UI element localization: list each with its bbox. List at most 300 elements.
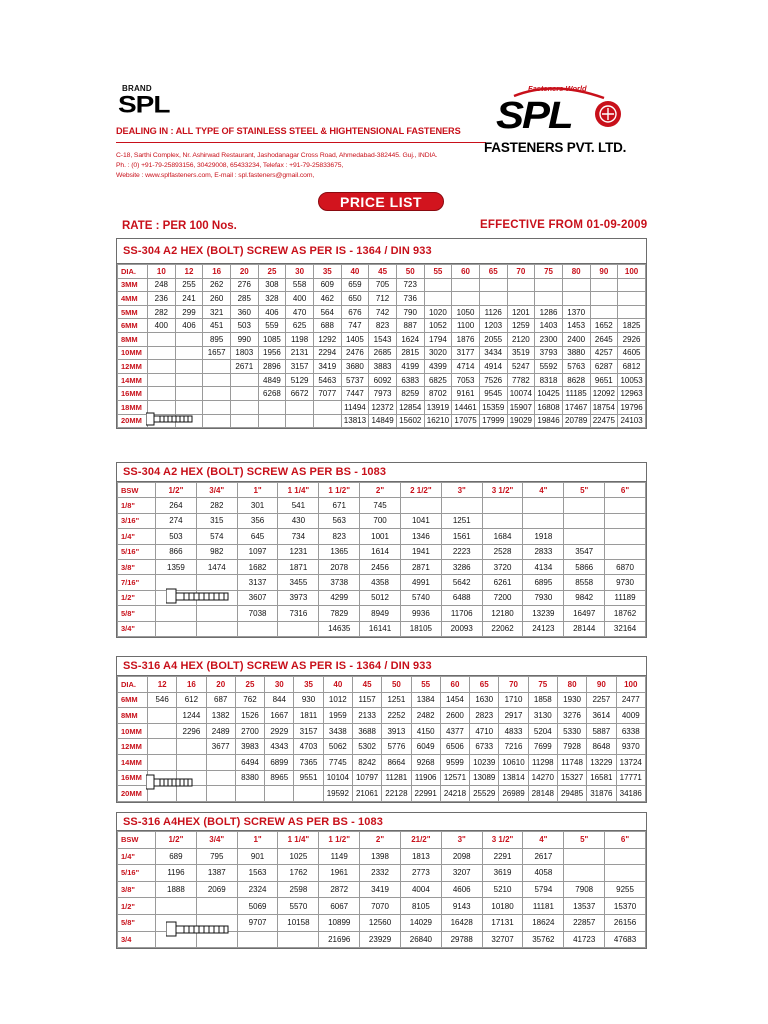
column-header: 35 bbox=[294, 677, 323, 693]
price-cell: 2324 bbox=[237, 881, 278, 898]
price-cell: 5210 bbox=[482, 881, 523, 898]
column-header: 70 bbox=[499, 677, 528, 693]
column-header: 50 bbox=[382, 677, 411, 693]
price-cell: 8318 bbox=[535, 373, 563, 387]
price-cell: 503 bbox=[156, 529, 197, 544]
price-cell bbox=[203, 387, 231, 401]
price-cell: 12560 bbox=[360, 914, 401, 931]
price-cell: 4703 bbox=[294, 739, 323, 755]
price-cell: 2685 bbox=[369, 346, 397, 360]
price-cell: 2871 bbox=[400, 559, 441, 574]
price-cell bbox=[177, 739, 206, 755]
price-cell bbox=[148, 346, 176, 360]
price-cell bbox=[618, 292, 646, 306]
price-cell: 2055 bbox=[479, 332, 507, 346]
price-cell: 21696 bbox=[319, 931, 360, 948]
price-cell: 32164 bbox=[605, 621, 646, 636]
price-cell: 558 bbox=[286, 278, 314, 292]
price-cell: 19796 bbox=[618, 400, 646, 414]
price-cell: 15602 bbox=[396, 414, 424, 428]
column-header: 100 bbox=[618, 265, 646, 279]
price-cell: 282 bbox=[196, 498, 237, 513]
price-cell: 24218 bbox=[440, 786, 469, 802]
price-cell: 4710 bbox=[470, 723, 499, 739]
price-cell: 7053 bbox=[452, 373, 480, 387]
price-cell: 6506 bbox=[440, 739, 469, 755]
price-cell: 3419 bbox=[360, 881, 401, 898]
price-cell bbox=[203, 414, 231, 428]
price-cell bbox=[605, 848, 646, 865]
column-header: 1 1/4" bbox=[278, 483, 319, 498]
price-cell bbox=[313, 400, 341, 414]
price-cell bbox=[203, 400, 231, 414]
price-cell: 7782 bbox=[507, 373, 535, 387]
column-header: 1" bbox=[237, 832, 278, 849]
price-cell: 248 bbox=[148, 278, 176, 292]
column-header: 90 bbox=[587, 677, 616, 693]
price-cell: 19846 bbox=[535, 414, 563, 428]
price-cell bbox=[564, 498, 605, 513]
price-cell: 1667 bbox=[265, 708, 294, 724]
price-cell bbox=[294, 786, 323, 802]
column-header: BSW bbox=[118, 483, 156, 498]
price-cell: 1941 bbox=[400, 544, 441, 559]
price-cell bbox=[564, 529, 605, 544]
table-header-row bbox=[118, 483, 646, 498]
price-cell: 2098 bbox=[441, 848, 482, 865]
price-cell: 6825 bbox=[424, 373, 452, 387]
price-cell bbox=[507, 278, 535, 292]
row-size-label: 4MM bbox=[118, 292, 148, 306]
price-cell: 3680 bbox=[341, 360, 369, 374]
price-cell: 7745 bbox=[323, 754, 352, 770]
table-row bbox=[118, 739, 646, 755]
price-cell: 14270 bbox=[528, 770, 557, 786]
price-cell: 2489 bbox=[206, 723, 235, 739]
price-cell: 13537 bbox=[564, 898, 605, 915]
price-cell: 1201 bbox=[507, 305, 535, 319]
column-header: 75 bbox=[535, 265, 563, 279]
price-cell: 11706 bbox=[441, 606, 482, 621]
price-cell: 1454 bbox=[440, 692, 469, 708]
price-cell bbox=[535, 292, 563, 306]
price-cell bbox=[523, 498, 564, 513]
row-size-label: 7/16" bbox=[118, 575, 156, 590]
price-cell: 700 bbox=[360, 513, 401, 528]
price-cell: 745 bbox=[360, 498, 401, 513]
column-header: 70 bbox=[507, 265, 535, 279]
dealing-in-line: DEALING IN : ALL TYPE OF STAINLESS STEEL & HIGHTENSIONAL FASTENERS bbox=[116, 126, 461, 136]
price-cell: 2131 bbox=[286, 346, 314, 360]
price-cell bbox=[605, 513, 646, 528]
price-cell bbox=[278, 931, 319, 948]
row-size-label: 14MM bbox=[118, 754, 148, 770]
price-cell: 2078 bbox=[319, 559, 360, 574]
column-header: 60 bbox=[440, 677, 469, 693]
price-cell: 4991 bbox=[400, 575, 441, 590]
table-row bbox=[118, 278, 646, 292]
bolt-illustration-icon bbox=[166, 921, 230, 937]
price-cell: 7930 bbox=[523, 590, 564, 605]
row-size-label: 16MM bbox=[118, 387, 148, 401]
price-cell: 6494 bbox=[235, 754, 264, 770]
price-cell: 723 bbox=[396, 278, 424, 292]
price-cell: 16497 bbox=[564, 606, 605, 621]
price-cell: 22062 bbox=[482, 621, 523, 636]
price-cell: 10180 bbox=[482, 898, 523, 915]
price-cell: 6899 bbox=[265, 754, 294, 770]
logo-company-name: FASTENERS PVT. LTD. bbox=[484, 140, 627, 155]
price-cell: 4358 bbox=[360, 575, 401, 590]
price-cell: 7316 bbox=[278, 606, 319, 621]
price-cell: 12963 bbox=[618, 387, 646, 401]
price-cell: 32707 bbox=[482, 931, 523, 948]
price-cell: 1384 bbox=[411, 692, 440, 708]
price-cell bbox=[175, 360, 203, 374]
price-cell: 10053 bbox=[618, 373, 646, 387]
price-cell: 3973 bbox=[278, 590, 319, 605]
price-cell: 5129 bbox=[286, 373, 314, 387]
price-cell: 10425 bbox=[535, 387, 563, 401]
price-cell: 8105 bbox=[400, 898, 441, 915]
price-cell: 11181 bbox=[523, 898, 564, 915]
price-cell: 1100 bbox=[452, 319, 480, 333]
price-cell: 866 bbox=[156, 544, 197, 559]
price-cell: 7077 bbox=[313, 387, 341, 401]
table-row bbox=[118, 708, 646, 724]
price-cell: 823 bbox=[319, 529, 360, 544]
price-cell: 1403 bbox=[535, 319, 563, 333]
price-cell bbox=[523, 513, 564, 528]
price-cell bbox=[237, 931, 278, 948]
price-cell: 4009 bbox=[616, 708, 646, 724]
price-cell: 4605 bbox=[618, 346, 646, 360]
price-cell: 687 bbox=[206, 692, 235, 708]
price-cell: 29788 bbox=[441, 931, 482, 948]
price-cell: 4134 bbox=[523, 559, 564, 574]
row-size-label: 1/8" bbox=[118, 498, 156, 513]
price-cell: 1684 bbox=[482, 529, 523, 544]
price-cell: 3157 bbox=[286, 360, 314, 374]
price-cell: 736 bbox=[396, 292, 424, 306]
price-cell: 1259 bbox=[507, 319, 535, 333]
price-cell bbox=[148, 754, 177, 770]
price-cell: 2332 bbox=[360, 865, 401, 882]
price-cell: 1050 bbox=[452, 305, 480, 319]
price-cell bbox=[562, 292, 590, 306]
price-cell: 7365 bbox=[294, 754, 323, 770]
price-cell: 8242 bbox=[352, 754, 381, 770]
price-cell: 7829 bbox=[319, 606, 360, 621]
web-email-line: Website : www.splfasteners.com, E-mail : spl.fasteners@gmail.com, bbox=[116, 172, 315, 179]
price-cell bbox=[156, 606, 197, 621]
price-cell: 10074 bbox=[507, 387, 535, 401]
price-cell: 659 bbox=[341, 278, 369, 292]
price-cell: 470 bbox=[286, 305, 314, 319]
price-cell: 2833 bbox=[523, 544, 564, 559]
price-cell: 14849 bbox=[369, 414, 397, 428]
price-cell: 1244 bbox=[177, 708, 206, 724]
price-list-banner: PRICE LIST bbox=[318, 192, 444, 211]
price-cell: 5887 bbox=[587, 723, 616, 739]
price-cell bbox=[237, 621, 278, 636]
column-header: 5" bbox=[564, 832, 605, 849]
price-cell bbox=[452, 292, 480, 306]
column-header: 1 1/4" bbox=[278, 832, 319, 849]
price-cell: 3434 bbox=[479, 346, 507, 360]
table-row bbox=[118, 786, 646, 802]
price-cell: 1876 bbox=[452, 332, 480, 346]
price-cell: 1365 bbox=[319, 544, 360, 559]
column-header: 80 bbox=[562, 265, 590, 279]
row-size-label: 1/2" bbox=[118, 898, 156, 915]
price-cell: 1052 bbox=[424, 319, 452, 333]
table-row bbox=[118, 332, 646, 346]
table-row bbox=[118, 621, 646, 636]
price-cell: 3130 bbox=[528, 708, 557, 724]
price-cell: 1871 bbox=[278, 559, 319, 574]
price-cell: 7973 bbox=[369, 387, 397, 401]
column-header: 2" bbox=[360, 483, 401, 498]
price-cell: 3137 bbox=[237, 575, 278, 590]
price-cell: 18624 bbox=[523, 914, 564, 931]
column-header: 65 bbox=[479, 265, 507, 279]
price-cell: 9651 bbox=[590, 373, 618, 387]
rate-label: RATE : PER 100 Nos. bbox=[122, 220, 237, 232]
price-cell: 2645 bbox=[590, 332, 618, 346]
row-size-label: 10MM bbox=[118, 346, 148, 360]
column-header: 100 bbox=[616, 677, 646, 693]
price-cell: 12854 bbox=[396, 400, 424, 414]
row-size-label: 8MM bbox=[118, 332, 148, 346]
phone-line: Ph. : (0) +91-79-25893156, 30429008, 65433234, Telefax : +91-79-25833675, bbox=[116, 162, 344, 169]
price-cell: 5776 bbox=[382, 739, 411, 755]
column-header: 80 bbox=[557, 677, 586, 693]
price-cell: 1474 bbox=[196, 559, 237, 574]
price-cell: 844 bbox=[265, 692, 294, 708]
row-size-label: 12MM bbox=[118, 739, 148, 755]
table-row bbox=[118, 305, 646, 319]
price-cell: 9268 bbox=[411, 754, 440, 770]
price-cell bbox=[206, 786, 235, 802]
price-cell: 5794 bbox=[523, 881, 564, 898]
price-cell bbox=[175, 373, 203, 387]
table-row bbox=[118, 346, 646, 360]
price-cell: 3419 bbox=[313, 360, 341, 374]
price-cell: 5737 bbox=[341, 373, 369, 387]
price-cell: 1959 bbox=[323, 708, 352, 724]
column-header: 1" bbox=[237, 483, 278, 498]
price-cell: 29485 bbox=[557, 786, 586, 802]
price-cell bbox=[230, 373, 258, 387]
price-cell: 22991 bbox=[411, 786, 440, 802]
price-cell bbox=[618, 305, 646, 319]
price-cell: 3547 bbox=[564, 544, 605, 559]
brand-label: BRAND bbox=[122, 84, 152, 93]
price-cell: 5247 bbox=[507, 360, 535, 374]
price-cell: 18754 bbox=[590, 400, 618, 414]
price-cell: 400 bbox=[148, 319, 176, 333]
price-cell: 3455 bbox=[278, 575, 319, 590]
price-cell: 7526 bbox=[479, 373, 507, 387]
column-header: 25 bbox=[235, 677, 264, 693]
price-cell: 3276 bbox=[557, 708, 586, 724]
logo-tagline: Fasteners World bbox=[528, 84, 587, 93]
price-cell: 6338 bbox=[616, 723, 646, 739]
price-cell: 26989 bbox=[499, 786, 528, 802]
price-cell: 15359 bbox=[479, 400, 507, 414]
price-cell: 2872 bbox=[319, 881, 360, 898]
price-cell bbox=[148, 708, 177, 724]
price-cell bbox=[590, 305, 618, 319]
column-header: 40 bbox=[341, 265, 369, 279]
bolt-illustration-icon bbox=[146, 774, 194, 790]
column-header: 90 bbox=[590, 265, 618, 279]
price-cell: 8702 bbox=[424, 387, 452, 401]
price-cell: 1025 bbox=[278, 848, 319, 865]
price-cell: 7070 bbox=[360, 898, 401, 915]
price-cell: 9545 bbox=[479, 387, 507, 401]
table-row bbox=[118, 498, 646, 513]
price-cell: 12092 bbox=[590, 387, 618, 401]
table-row bbox=[118, 692, 646, 708]
price-cell: 16581 bbox=[587, 770, 616, 786]
price-cell: 406 bbox=[258, 305, 286, 319]
price-cell: 990 bbox=[230, 332, 258, 346]
price-cell: 14029 bbox=[400, 914, 441, 931]
price-cell: 8628 bbox=[562, 373, 590, 387]
price-cell: 19592 bbox=[323, 786, 352, 802]
price-cell: 574 bbox=[196, 529, 237, 544]
row-size-label: 10MM bbox=[118, 723, 148, 739]
row-size-label: 3/4 bbox=[118, 931, 156, 948]
price-table-ss304-is1364 bbox=[116, 238, 647, 429]
table-row bbox=[118, 319, 646, 333]
row-size-label: 12MM bbox=[118, 360, 148, 374]
row-size-label: 5MM bbox=[118, 305, 148, 319]
price-grid bbox=[117, 676, 646, 802]
price-cell: 1794 bbox=[424, 332, 452, 346]
row-size-label: 3/4" bbox=[118, 621, 156, 636]
price-cell: 2291 bbox=[482, 848, 523, 865]
price-cell bbox=[313, 414, 341, 428]
price-cell: 1526 bbox=[235, 708, 264, 724]
row-size-label: 3/16" bbox=[118, 513, 156, 528]
price-cell: 5642 bbox=[441, 575, 482, 590]
price-cell: 9936 bbox=[400, 606, 441, 621]
price-cell: 13814 bbox=[499, 770, 528, 786]
price-cell: 262 bbox=[203, 278, 231, 292]
price-cell: 1196 bbox=[156, 865, 197, 882]
price-cell: 3177 bbox=[452, 346, 480, 360]
price-cell bbox=[507, 292, 535, 306]
price-cell: 8558 bbox=[564, 575, 605, 590]
divider bbox=[116, 142, 486, 143]
price-cell: 5062 bbox=[323, 739, 352, 755]
price-cell: 5330 bbox=[557, 723, 586, 739]
price-cell: 9707 bbox=[237, 914, 278, 931]
column-header: 75 bbox=[528, 677, 557, 693]
price-cell: 688 bbox=[313, 319, 341, 333]
column-header: 60 bbox=[452, 265, 480, 279]
price-cell: 241 bbox=[175, 292, 203, 306]
price-cell: 3983 bbox=[235, 739, 264, 755]
column-header: 4" bbox=[523, 483, 564, 498]
price-cell: 6287 bbox=[590, 360, 618, 374]
price-cell: 671 bbox=[319, 498, 360, 513]
table-row bbox=[118, 865, 646, 882]
price-cell bbox=[230, 387, 258, 401]
table-row bbox=[118, 292, 646, 306]
price-cell: 1001 bbox=[360, 529, 401, 544]
price-cell: 2120 bbox=[507, 332, 535, 346]
price-cell: 1682 bbox=[237, 559, 278, 574]
price-cell: 734 bbox=[278, 529, 319, 544]
price-cell bbox=[235, 786, 264, 802]
price-cell bbox=[258, 400, 286, 414]
price-cell: 3286 bbox=[441, 559, 482, 574]
price-cell: 18762 bbox=[605, 606, 646, 621]
price-cell: 13724 bbox=[616, 754, 646, 770]
price-cell: 2400 bbox=[562, 332, 590, 346]
price-cell bbox=[148, 360, 176, 374]
price-cell: 1614 bbox=[360, 544, 401, 559]
row-size-label: 6MM bbox=[118, 692, 148, 708]
price-cell: 4399 bbox=[424, 360, 452, 374]
price-cell: 1097 bbox=[237, 544, 278, 559]
price-cell bbox=[452, 278, 480, 292]
table-row bbox=[118, 881, 646, 898]
price-cell: 274 bbox=[156, 513, 197, 528]
price-cell: 2600 bbox=[440, 708, 469, 724]
price-cell: 7200 bbox=[482, 590, 523, 605]
column-header: 16 bbox=[203, 265, 231, 279]
price-cell: 3519 bbox=[507, 346, 535, 360]
price-cell: 895 bbox=[203, 332, 231, 346]
price-cell: 264 bbox=[156, 498, 197, 513]
price-cell: 1231 bbox=[278, 544, 319, 559]
price-cell: 1251 bbox=[441, 513, 482, 528]
price-cell: 6067 bbox=[319, 898, 360, 915]
price-cell: 901 bbox=[237, 848, 278, 865]
price-cell: 5069 bbox=[237, 898, 278, 915]
column-header: 6" bbox=[605, 832, 646, 849]
price-cell: 3207 bbox=[441, 865, 482, 882]
column-header: 2 1/2" bbox=[400, 483, 441, 498]
price-cell: 5592 bbox=[535, 360, 563, 374]
price-table-ss304-bs1083 bbox=[116, 462, 647, 638]
table-row bbox=[118, 387, 646, 401]
column-header: 2" bbox=[360, 832, 401, 849]
price-cell: 4833 bbox=[499, 723, 528, 739]
price-cell: 689 bbox=[156, 848, 197, 865]
price-cell: 19029 bbox=[507, 414, 535, 428]
price-cell: 2598 bbox=[278, 881, 319, 898]
price-cell: 1657 bbox=[203, 346, 231, 360]
price-cell: 356 bbox=[237, 513, 278, 528]
price-cell: 2477 bbox=[616, 692, 646, 708]
price-cell: 11748 bbox=[557, 754, 586, 770]
price-cell: 14461 bbox=[452, 400, 480, 414]
price-cell bbox=[564, 865, 605, 882]
price-cell bbox=[482, 513, 523, 528]
column-header: 16 bbox=[177, 677, 206, 693]
price-cell: 451 bbox=[203, 319, 231, 333]
column-header: 5" bbox=[564, 483, 605, 498]
price-cell: 1453 bbox=[562, 319, 590, 333]
price-cell bbox=[148, 723, 177, 739]
price-cell: 5763 bbox=[562, 360, 590, 374]
